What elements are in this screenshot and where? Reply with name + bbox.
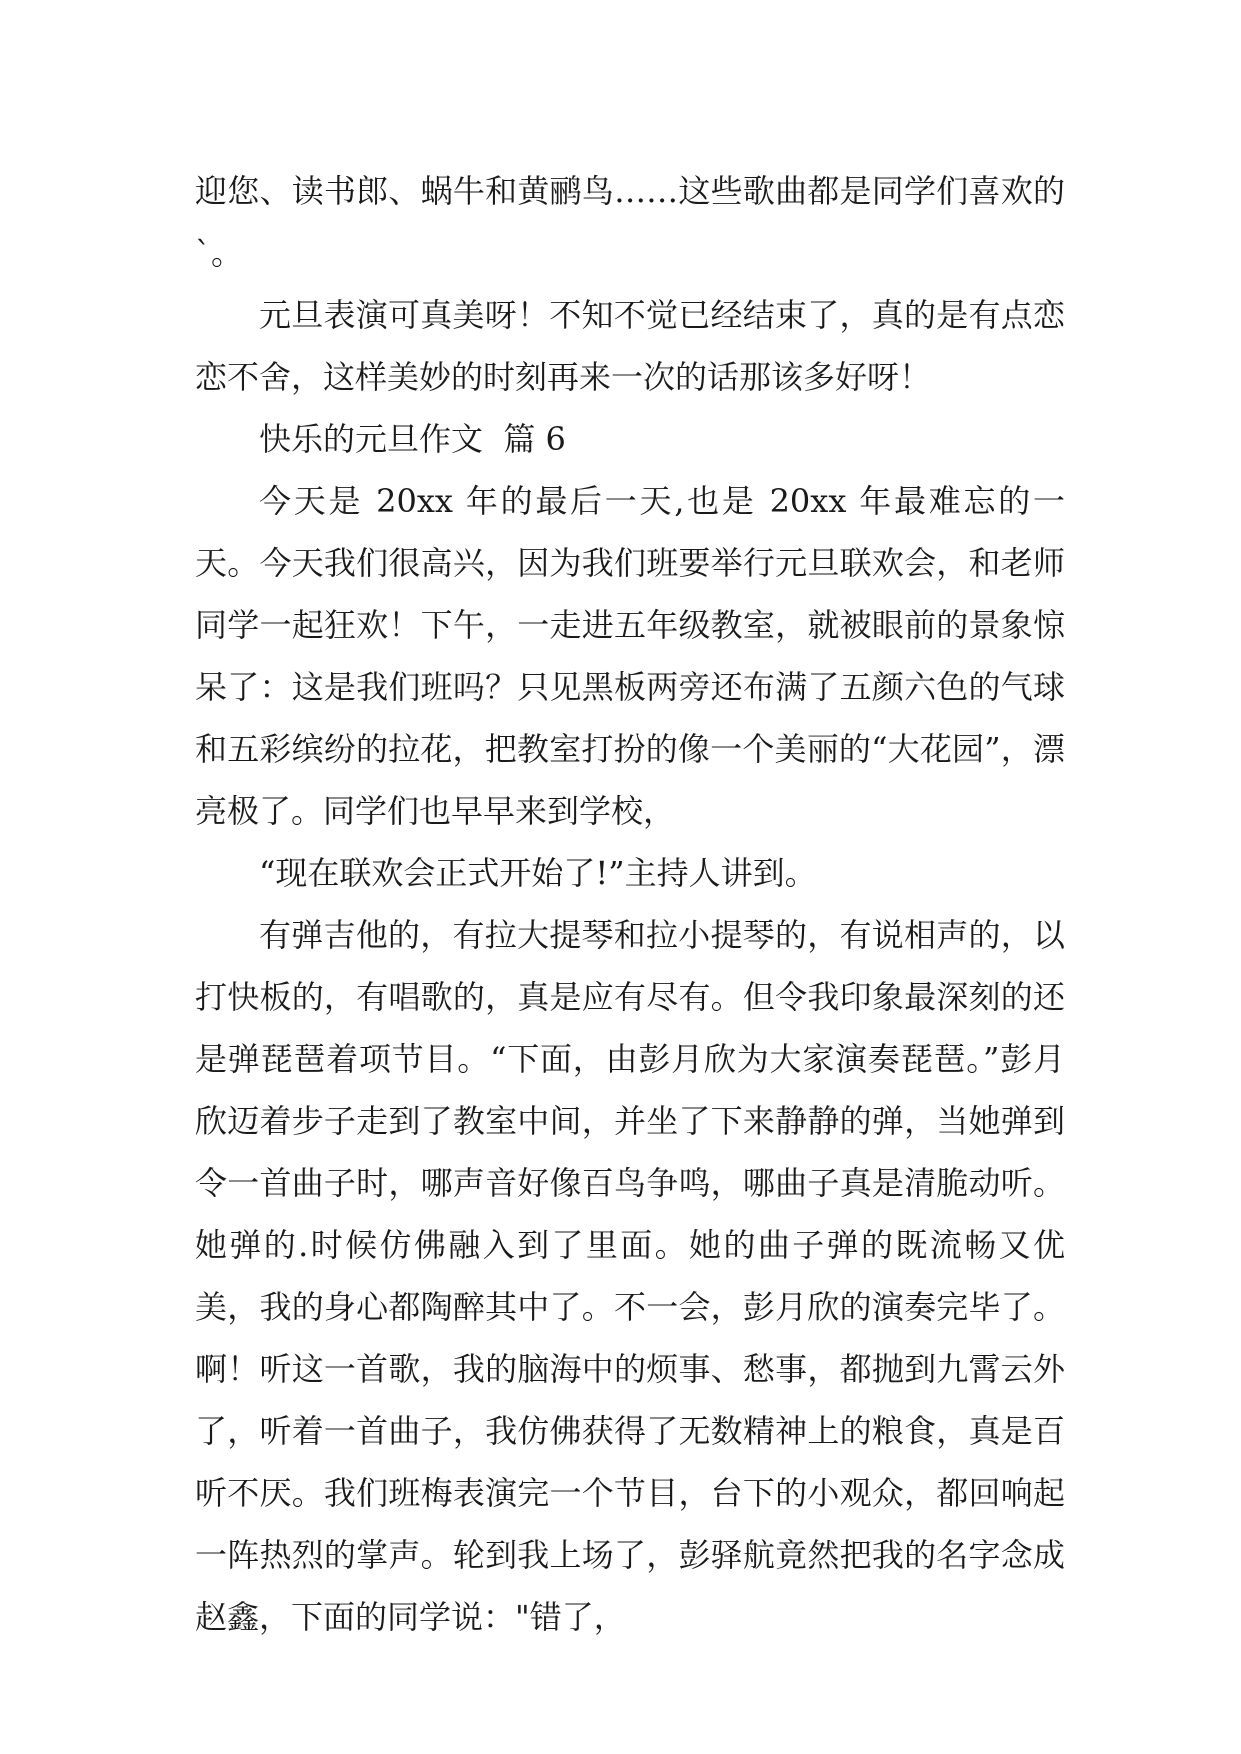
paragraph-continuation: 迎您、读书郎、蜗牛和黄鹂鸟……这些歌曲都是同学们喜欢的`。 — [195, 172, 1065, 272]
paragraph-quote: “现在联欢会正式开始了!”主持人讲到。 — [259, 854, 817, 892]
document-body — [195, 160, 1065, 1648]
paragraph-intro: 今天是 20xx 年的最后一天,也是 20xx 年最难忘的一天。今天我们很高兴，因为我们班要举行元旦联欢会，和老师同学一起狂欢！下午，一走进五年级教室，就被眼前的景象惊呆了：这是我们班吗？只见黑板两旁还布满了五颜六色的气球和五彩缤纷的拉花，把教室打扮的像一个美丽的“大花园”，漂亮极了。同学们也早早来到学校， — [195, 482, 1065, 830]
paragraph-performance: 有弹吉他的，有拉大提琴和拉小提琴的，有说相声的，以打快板的，有唱歌的，真是应有尽有。但令我印象最深刻的还是弹琵琶着项节目。“下面，由彭月欣为大家演奏琵琶。”彭月欣迈着步子走到了教室中间，并坐了下来静静的弹，当她弹到令一首曲子时，哪声音好像百鸟争鸣，哪曲子真是清脆动听。她弹的.时候仿佛融入到了里面。她的曲子弹的既流畅又优美，我的身心都陶醉其中了。不一会，彭月欣的演奏完毕了。啊！听这一首歌，我的脑海中的烦事、愁事，都抛到九霄云外了，听着一首曲子，我仿佛获得了无数精神上的粮食，真是百听不厌。我们班梅表演完一个节目，台下的小观众，都回响起一阵热烈的掌声。轮到我上场了，彭驿航竟然把我的名字念成赵鑫，下面的同学说："错了， — [195, 916, 1065, 1636]
paragraph-ending: 元旦表演可真美呀！不知不觉已经结束了，真的是有点恋恋不舍，这样美妙的时刻再来一次的话那该多好呀！ — [195, 296, 1065, 396]
section-heading: 快乐的元旦作文 篇 6 — [259, 420, 566, 458]
